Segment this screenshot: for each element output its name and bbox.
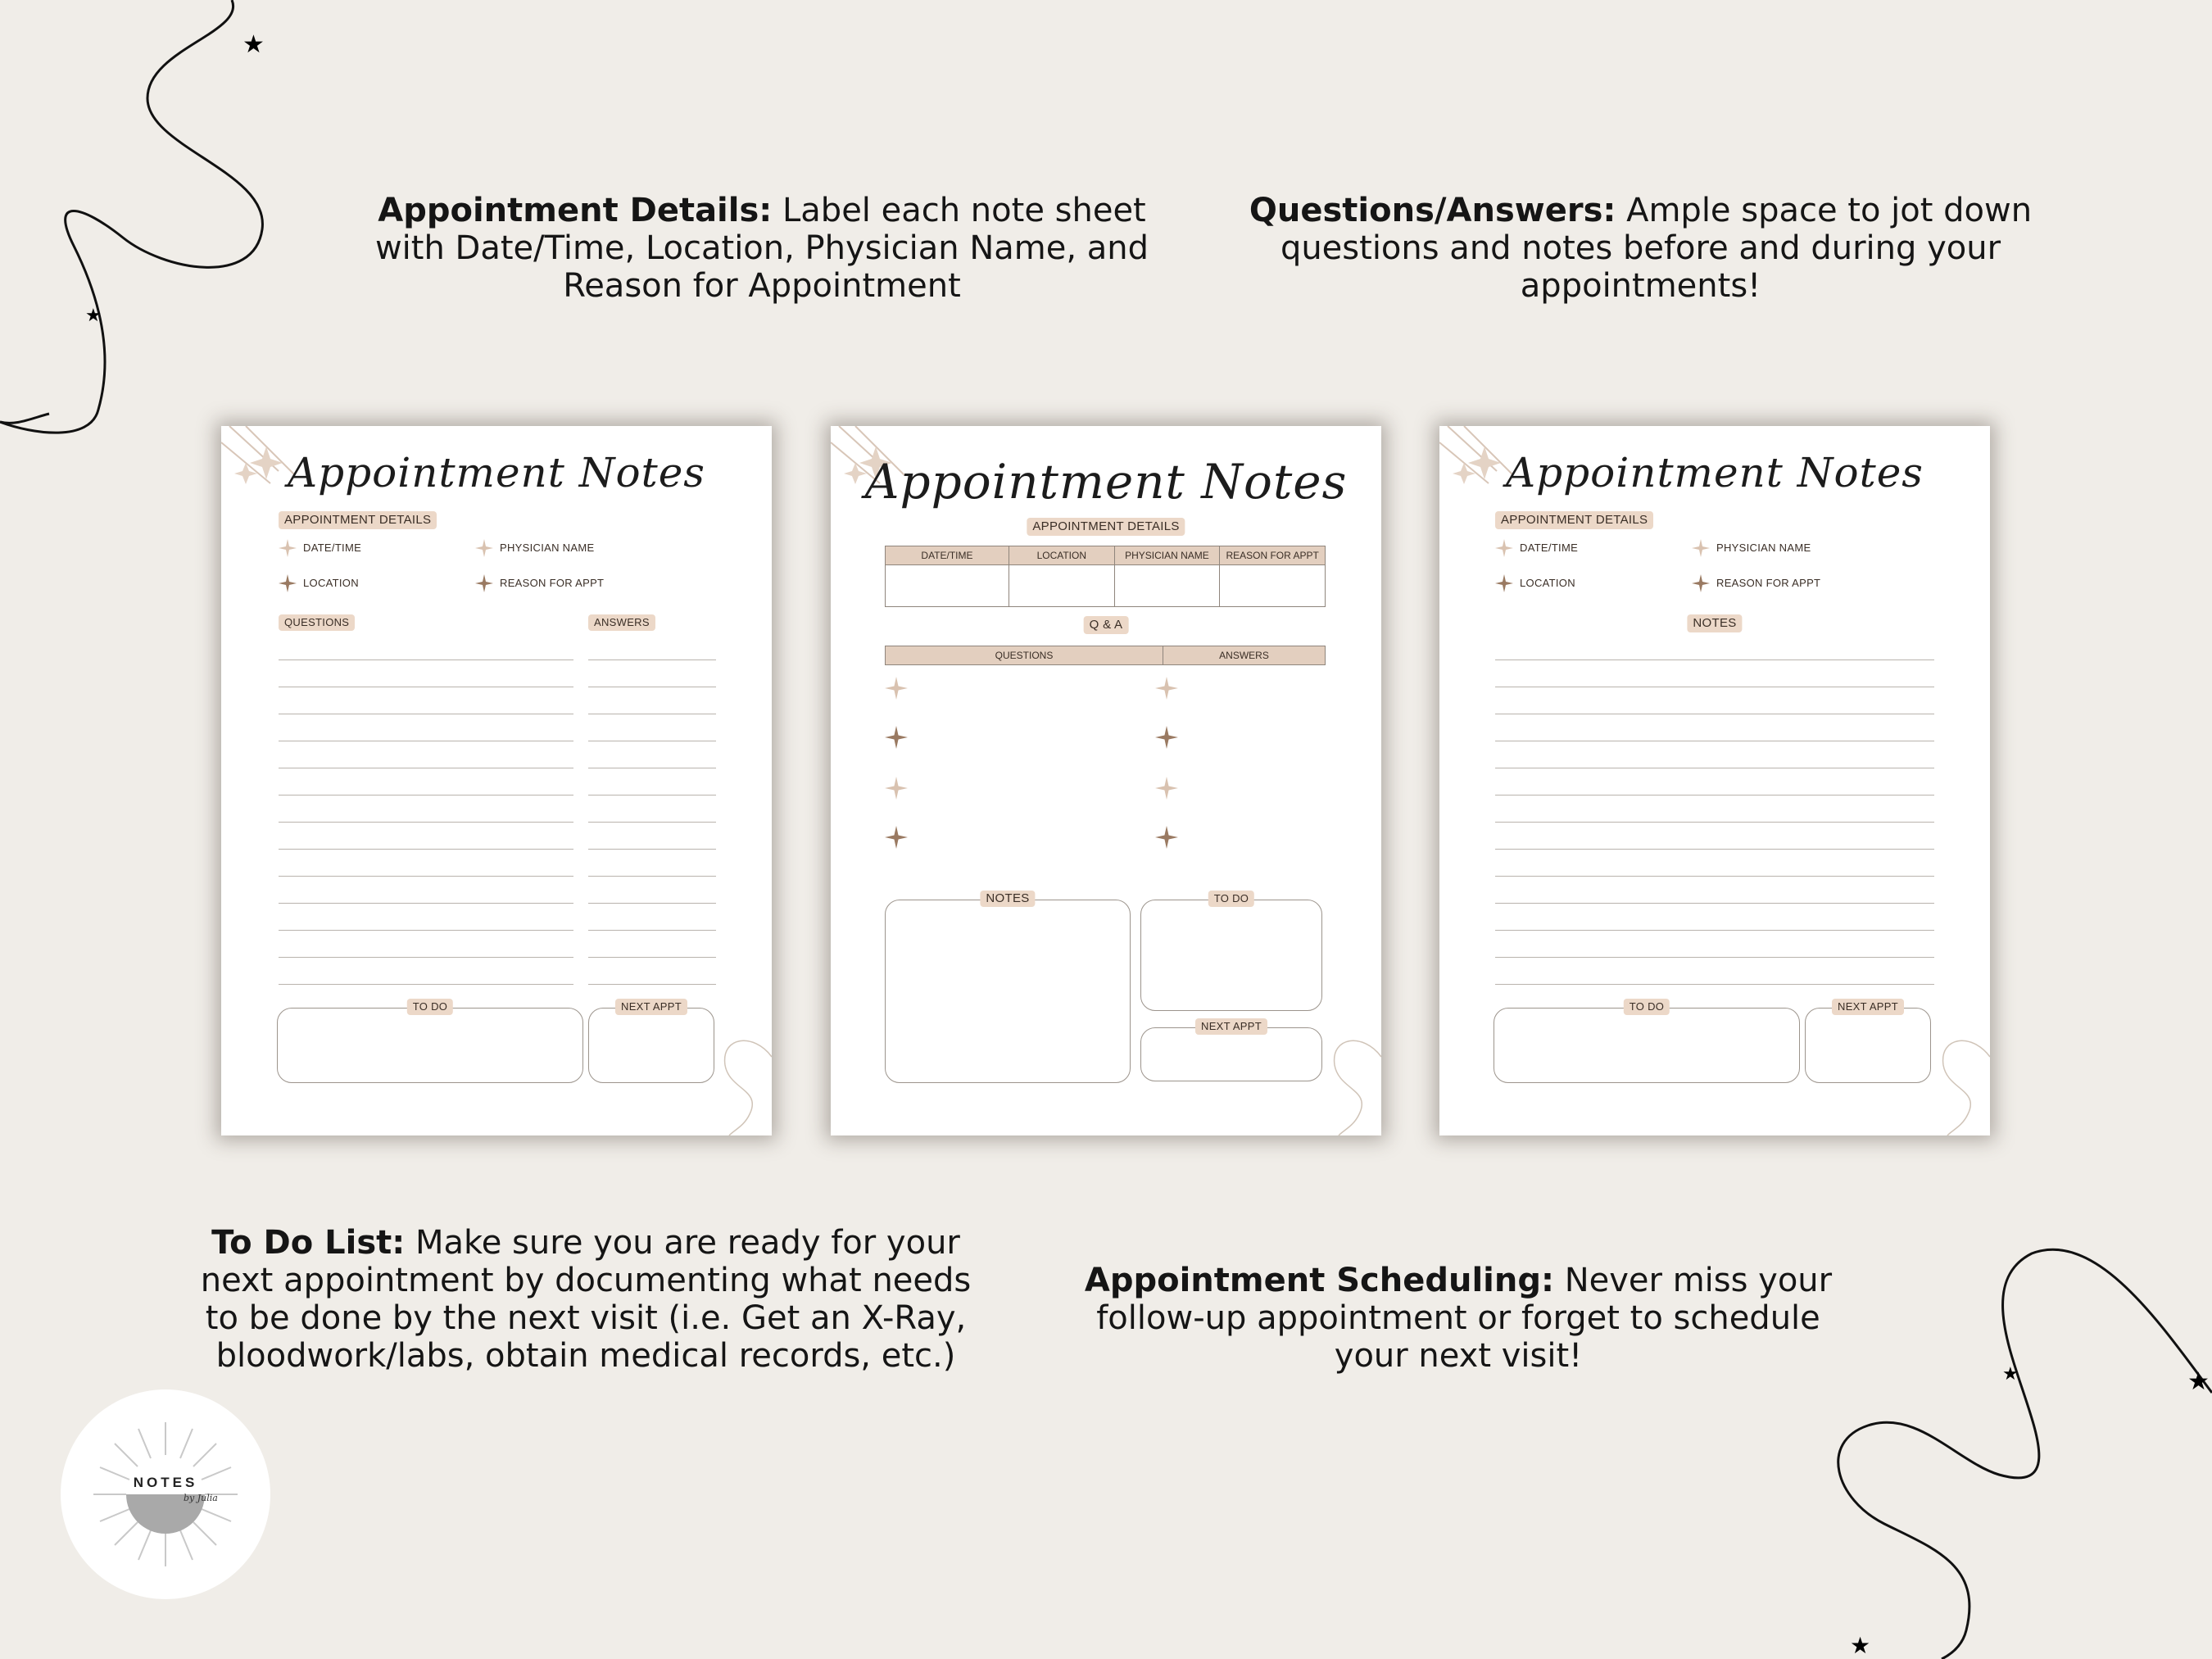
sparkle-icon: [1692, 574, 1710, 592]
appointment-details-label: APPOINTMENT DETAILS: [1027, 518, 1185, 536]
table-cell: [886, 565, 1009, 607]
field-reason: REASON FOR APPT: [500, 577, 605, 589]
todo-label: TO DO: [1208, 891, 1254, 907]
sparkle-icon: [279, 539, 297, 557]
questions-label: QUESTIONS: [279, 614, 355, 631]
next-appt-label: NEXT APPT: [1832, 999, 1904, 1015]
table-header: REASON FOR APPT: [1220, 546, 1326, 565]
table-header: DATE/TIME: [886, 546, 1009, 565]
todo-box: [1494, 1000, 1800, 1083]
caption-scheduling: [1065, 1262, 1852, 1375]
sparkle-icon: [885, 777, 908, 800]
star-icon: ★: [2002, 1363, 2019, 1384]
star-icon: ★: [2187, 1368, 2210, 1395]
sheet-right: [1439, 426, 1990, 1135]
sparkle-icon: [279, 574, 297, 592]
todo-box: [277, 1000, 583, 1083]
table-cell: [1009, 565, 1114, 607]
sheet-title: Appointment Notes: [864, 454, 1348, 510]
sparkle-icon: [475, 539, 493, 557]
appointment-details-table: [885, 546, 1326, 607]
next-appt-label: NEXT APPT: [1195, 1018, 1267, 1035]
table-cell: [1114, 565, 1220, 607]
table-header: QUESTIONS: [886, 646, 1163, 665]
table-cell: [1220, 565, 1326, 607]
table-header: PHYSICIAN NAME: [1114, 546, 1220, 565]
caption-body: Ample space to jot down questions and notes before and during your appointments!: [1280, 192, 2033, 305]
sheet-left: [221, 426, 772, 1135]
next-appt-box: [1805, 1000, 1931, 1083]
notes-label: NOTES: [980, 891, 1035, 907]
sparkle-icon: [885, 726, 908, 749]
sunburst-icon: [61, 1389, 270, 1599]
logo-text: NOTES: [133, 1475, 198, 1490]
next-appt-label: NEXT APPT: [615, 999, 687, 1015]
field-physician-name: PHYSICIAN NAME: [1716, 542, 1811, 554]
table-header: LOCATION: [1009, 546, 1114, 565]
logo-subtext: by Julia: [184, 1493, 218, 1503]
sparkle-icon: [475, 574, 493, 592]
caption-heading: Questions/Answers:: [1249, 192, 1616, 229]
notes-box: [885, 891, 1131, 1083]
sparkle-icon: [1495, 574, 1513, 592]
field-location: LOCATION: [1520, 577, 1575, 589]
caption-questions-answers: [1245, 192, 2036, 305]
sheet-title: Appointment Notes: [1506, 449, 1924, 496]
appointment-details-label: APPOINTMENT DETAILS: [1495, 511, 1653, 529]
caption-heading: To Do List:: [211, 1224, 406, 1262]
next-appt-box: [588, 1000, 714, 1083]
star-icon: ★: [85, 305, 102, 325]
sparkle-icon: [1495, 539, 1513, 557]
caption-todo-list: [193, 1224, 979, 1375]
field-physician-name: PHYSICIAN NAME: [500, 542, 595, 554]
todo-label: TO DO: [1624, 999, 1670, 1015]
sheet-title: Appointment Notes: [288, 449, 705, 496]
field-reason: REASON FOR APPT: [1716, 577, 1821, 589]
caption-body: Never miss your follow-up appointment or forget to schedule your next visit!: [1096, 1262, 1833, 1375]
brand-logo: [61, 1389, 270, 1599]
sparkle-icon: [1155, 826, 1178, 849]
sparkle-icon: [1692, 539, 1710, 557]
notes-label: NOTES: [1687, 614, 1742, 632]
sparkle-icon: [1155, 777, 1178, 800]
sparkle-icon: [1155, 726, 1178, 749]
star-icon: ★: [1850, 1633, 1871, 1658]
caption-appointment-details: [360, 192, 1163, 305]
swirl-icon: [1931, 1032, 1990, 1135]
qa-label: Q & A: [1084, 616, 1129, 634]
qa-header-table: [885, 646, 1326, 665]
star-icon: ★: [243, 31, 265, 58]
caption-body: Label each note sheet with Date/Time, Location, Physician Name, and Reason for Appointment: [374, 192, 1149, 305]
field-location: LOCATION: [303, 577, 359, 589]
sheet-middle: [831, 426, 1381, 1135]
next-appt-box: [1140, 1020, 1322, 1081]
swirl-icon: [713, 1032, 772, 1135]
caption-body: Make sure you are ready for your next appointment by documenting what needs to be done by the next visit (i.e. Get an X-Ray, bloodwork/labs, obtain medical records, etc.): [200, 1224, 972, 1375]
field-date-time: DATE/TIME: [1520, 542, 1579, 554]
table-header: ANSWERS: [1163, 646, 1326, 665]
field-date-time: DATE/TIME: [303, 542, 362, 554]
caption-heading: Appointment Details:: [378, 192, 773, 229]
sparkle-icon: [885, 826, 908, 849]
caption-heading: Appointment Scheduling:: [1084, 1262, 1554, 1299]
appointment-details-label: APPOINTMENT DETAILS: [279, 511, 437, 529]
sparkle-icon: [885, 677, 908, 700]
swirl-icon: [1322, 1032, 1381, 1135]
sparkle-icon: [1155, 677, 1178, 700]
todo-label: TO DO: [407, 999, 453, 1015]
todo-box: [1140, 892, 1322, 1011]
answers-label: ANSWERS: [588, 614, 655, 631]
